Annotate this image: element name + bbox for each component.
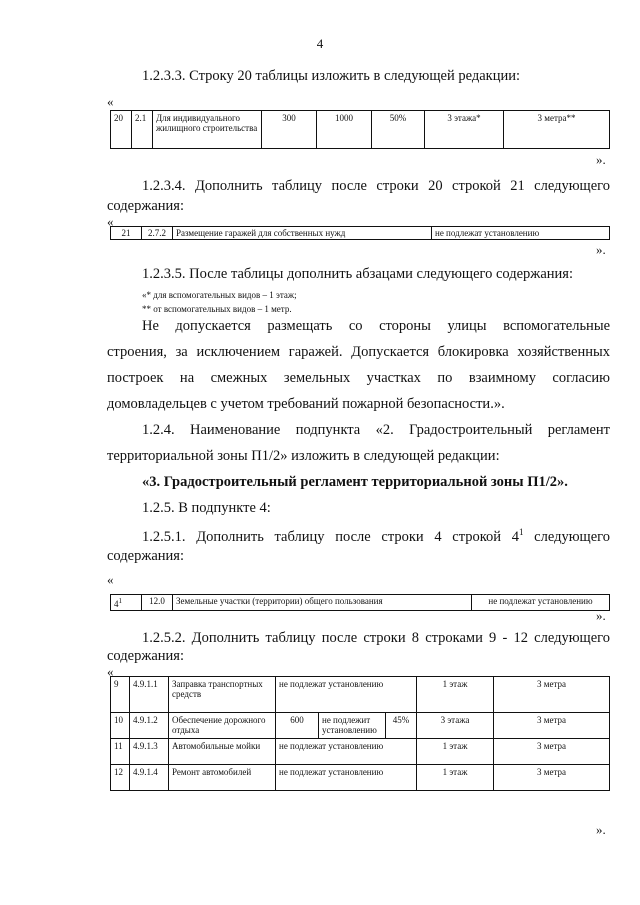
- section-heading-1-2-5: 1.2.5. В подпункте 4:: [142, 500, 271, 516]
- cell-floors: 3 этажа: [417, 713, 494, 739]
- open-quote: «: [107, 214, 114, 229]
- cell-distance: 3 метра: [494, 677, 610, 713]
- cell-name: Для индивидуального жилищного строительства: [153, 111, 262, 149]
- close-quote: ».: [596, 608, 606, 623]
- superscript: 1: [118, 597, 122, 605]
- section-heading-1-2-3-4: 1.2.3.4. Дополнить таблицу после строки 20 строкой 21 следующего: [142, 178, 610, 194]
- heading-text: 1.2.5.1. Дополнить таблицу после строки 4 строкой 4: [142, 528, 519, 545]
- section-heading-1-2-4: 1.2.4. Наименование подпункта «2. Градостроительный регламент: [142, 422, 610, 438]
- section-heading-1-2-3-3: 1.2.3.3. Строку 20 таблицы изложить в следующей редакции:: [142, 68, 521, 84]
- table-row: [111, 765, 610, 791]
- cell-distance: 3 метра**: [504, 111, 610, 149]
- section-heading-cont: содержания:: [107, 648, 185, 664]
- cell-code: 4.9.1.2: [130, 713, 169, 739]
- open-quote: «: [107, 94, 114, 109]
- cell-number: 9: [111, 677, 130, 713]
- cell-number: 21: [111, 227, 142, 240]
- table-row-21: [110, 226, 610, 240]
- zone-title: «3. Градостроительный регламент территориальной зоны П1/2».: [142, 474, 568, 490]
- cell-floors: 1 этаж: [417, 765, 494, 791]
- cell-coverage: 50%: [372, 111, 425, 149]
- cell-coverage: 45%: [386, 713, 417, 739]
- cell-distance: 3 метра: [494, 765, 610, 791]
- table-row: [111, 713, 610, 739]
- table-row: [111, 227, 610, 240]
- cell-code: 2.7.2: [142, 227, 173, 240]
- table-row: [111, 739, 610, 765]
- paragraph-line: строения, за исключением гаражей. Допускается блокировка хозяйственных: [107, 344, 610, 360]
- cell-floors: 1 этаж: [417, 677, 494, 713]
- cell-number: 12: [111, 765, 130, 791]
- cell-name: Размещение гаражей для собственных нужд: [173, 227, 432, 240]
- row-number: 4: [114, 599, 119, 609]
- paragraph-line: Не допускается размещать со стороны улицы вспомогательные: [142, 318, 610, 334]
- cell-max-area: 1000: [317, 111, 372, 149]
- cell-number: [111, 595, 142, 611]
- section-heading-1-2-5-1: [142, 522, 610, 547]
- cell-code: 4.9.1.3: [130, 739, 169, 765]
- cell-number: 10: [111, 713, 130, 739]
- cell-name: Обеспечение дорожного отдыха: [169, 713, 276, 739]
- section-heading-cont: содержания:: [107, 198, 185, 214]
- paragraph-line: домовладельцев с учетом требований пожарной безопасности.».: [107, 396, 505, 412]
- cell-params: не подлежат установлению: [276, 765, 417, 791]
- cell-name: Ремонт автомобилей: [169, 765, 276, 791]
- table-row-4-1: [110, 594, 610, 611]
- cell-number: 11: [111, 739, 130, 765]
- open-quote: «: [107, 664, 114, 679]
- open-quote: «: [107, 572, 114, 587]
- cell-floors: 3 этажа*: [425, 111, 504, 149]
- cell-params: не подлежат установлению: [276, 739, 417, 765]
- table-row: [111, 677, 610, 713]
- footnote-2: ** от вспомогательных видов – 1 метр.: [142, 304, 292, 314]
- page-number: 4: [316, 36, 324, 51]
- close-quote: ».: [596, 822, 606, 837]
- cell-code: 4.9.1.1: [130, 677, 169, 713]
- cell-min-area: 600: [276, 713, 319, 739]
- cell-number: 20: [111, 111, 132, 149]
- heading-text-tail: следующего: [523, 528, 610, 545]
- cell-name: Автомобильные мойки: [169, 739, 276, 765]
- cell-params: не подлежат установлению: [432, 227, 610, 240]
- cell-distance: 3 метра: [494, 713, 610, 739]
- table-row: [111, 595, 610, 611]
- cell-params: не подлежат установлению: [472, 595, 610, 611]
- section-heading-1-2-5-2: 1.2.5.2. Дополнить таблицу после строки 8 строками 9 - 12 следующего: [142, 630, 610, 646]
- cell-floors: 1 этаж: [417, 739, 494, 765]
- cell-code: 2.1: [132, 111, 153, 149]
- close-quote: ».: [596, 152, 606, 167]
- footnote-1: «* для вспомогательных видов – 1 этаж;: [142, 290, 297, 300]
- cell-code: 12.0: [142, 595, 173, 611]
- table-row: [111, 111, 610, 149]
- table-row-20: [110, 110, 610, 149]
- cell-params: не подлежат установлению: [276, 677, 417, 713]
- close-quote: ».: [596, 242, 606, 257]
- paragraph-line: построек на смежных земельных участках по взаимному согласию: [107, 370, 610, 386]
- cell-min-area: 300: [262, 111, 317, 149]
- cell-distance: 3 метра: [494, 739, 610, 765]
- table-rows-9-12: [110, 676, 610, 791]
- cell-max-area: не подлежит установлению: [319, 713, 386, 739]
- cell-name: Заправка транспортных средств: [169, 677, 276, 713]
- cell-code: 4.9.1.4: [130, 765, 169, 791]
- cell-name: Земельные участки (территории) общего пользования: [173, 595, 472, 611]
- paragraph-line: территориальной зоны П1/2» изложить в следующей редакции:: [107, 448, 500, 464]
- section-heading-cont: содержания:: [107, 548, 185, 564]
- superscript: 1: [518, 527, 524, 537]
- section-heading-1-2-3-5: 1.2.3.5. После таблицы дополнить абзацами следующего содержания:: [142, 266, 573, 282]
